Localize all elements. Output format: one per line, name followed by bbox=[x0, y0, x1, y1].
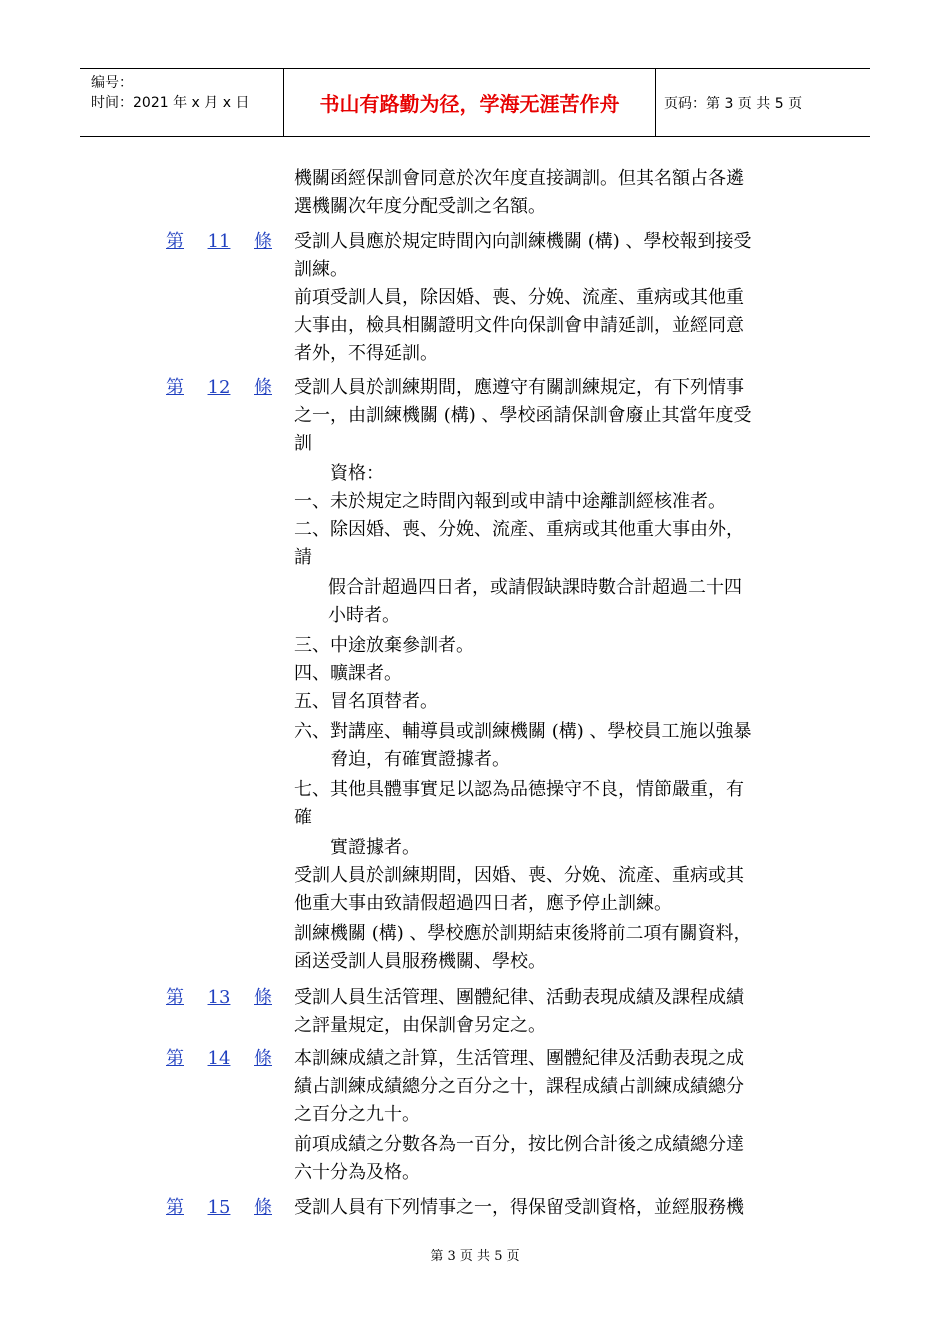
body-line: 三、中途放棄參訓者。 bbox=[294, 635, 474, 656]
body-line: 假合計超過四日者，或請假缺課時數合計超過二十四 bbox=[328, 577, 742, 598]
header-page-info: 页码：第 3 页 共 5 页 bbox=[664, 95, 803, 112]
article-label-part: 第 bbox=[166, 1197, 184, 1218]
number-label: 编号： bbox=[91, 75, 133, 91]
motto-text: 书山有路勤为径，学海无涯苦作舟 bbox=[319, 92, 620, 116]
article-label-part: 條 bbox=[254, 377, 272, 398]
body-line: 二、除因婚、喪、分娩、流產、重病或其他重大事由外， bbox=[294, 519, 744, 540]
body-line: 受訓人員有下列情事之一，得保留受訓資格，並經服務機 bbox=[294, 1197, 744, 1218]
body-line: 七、其他具體事實足以認為品德操守不良，情節嚴重，有 bbox=[294, 779, 744, 800]
article-label-part: 12 bbox=[207, 377, 231, 398]
body-line: 四、曠課者。 bbox=[294, 663, 402, 684]
body-line: 函送受訓人員服務機關、學校。 bbox=[294, 951, 546, 972]
header-meta bbox=[80, 69, 283, 136]
body-line: 五、冒名頂替者。 bbox=[294, 691, 438, 712]
body-line: 受訓人員生活管理、團體紀律、活動表現成績及課程成績 bbox=[294, 987, 744, 1008]
article-label-part: 條 bbox=[254, 1197, 272, 1218]
body-line: 實證據者。 bbox=[330, 837, 420, 858]
article-number-link[interactable] bbox=[166, 374, 272, 402]
body-line: 小時者。 bbox=[328, 605, 400, 626]
article-label-part: 14 bbox=[207, 1048, 231, 1069]
article-label-part: 11 bbox=[207, 231, 231, 252]
article-number-link[interactable] bbox=[166, 1194, 272, 1222]
date-label: 时间：2021 年 x 月 x 日 bbox=[91, 95, 250, 111]
body-line: 受訓人員於訓練期間，應遵守有關訓練規定，有下列情事 bbox=[294, 377, 744, 398]
body-line: 前項受訓人員，除因婚、喪、分娩、流產、重病或其他重 bbox=[294, 287, 744, 308]
header-motto bbox=[283, 69, 656, 136]
body-line: 大事由，檢具相關證明文件向保訓會申請延訓，並經同意 bbox=[294, 315, 744, 336]
article-label-part: 第 bbox=[166, 231, 184, 252]
page-footer: 第 3 页 共 5 页 bbox=[430, 1249, 520, 1264]
article-label-part: 第 bbox=[166, 377, 184, 398]
body-line: 他重大事由致請假超過四日者，應予停止訓練。 bbox=[294, 893, 672, 914]
body-line: 請 bbox=[294, 547, 312, 568]
page-header bbox=[80, 68, 870, 137]
body-line: 之評量規定，由保訓會另定之。 bbox=[294, 1015, 546, 1036]
article-label-part: 13 bbox=[207, 987, 231, 1008]
body-line: 者外，不得延訓。 bbox=[294, 343, 438, 364]
article-label-part: 條 bbox=[254, 231, 272, 252]
body-line: 之一，由訓練機關 (構) 、學校函請保訓會廢止其當年度受 bbox=[294, 405, 752, 426]
body-line: 脅迫，有確實證據者。 bbox=[330, 749, 510, 770]
body-line: 訓練。 bbox=[294, 259, 348, 280]
article-number-link[interactable] bbox=[166, 1045, 272, 1073]
body-line: 確 bbox=[294, 807, 312, 828]
body-line: 資格： bbox=[330, 463, 384, 484]
body-line: 訓練機關 (構) 、學校應於訓期結束後將前二項有關資料， bbox=[294, 923, 752, 944]
body-line: 選機關次年度分配受訓之名額。 bbox=[294, 196, 546, 217]
body-line: 前項成績之分數各為一百分，按比例合計後之成績總分達 bbox=[294, 1134, 744, 1155]
article-number-link[interactable] bbox=[166, 228, 272, 256]
body-line: 一、未於規定之時間內報到或申請中途離訓經核准者。 bbox=[294, 491, 726, 512]
article-label-part: 15 bbox=[207, 1197, 231, 1218]
body-line: 受訓人員應於規定時間內向訓練機關 (構) 、學校報到接受 bbox=[294, 231, 752, 252]
article-label-part: 第 bbox=[166, 1048, 184, 1069]
body-line: 機關函經保訓會同意於次年度直接調訓。但其名額占各遴 bbox=[294, 168, 744, 189]
article-number-link[interactable] bbox=[166, 984, 272, 1012]
article-label-part: 第 bbox=[166, 987, 184, 1008]
article-label-part: 條 bbox=[254, 1048, 272, 1069]
body-line: 六十分為及格。 bbox=[294, 1162, 420, 1183]
body-line: 受訓人員於訓練期間，因婚、喪、分娩、流產、重病或其 bbox=[294, 865, 744, 886]
body-line: 六、對講座、輔導員或訓練機關 (構) 、學校員工施以強暴 bbox=[294, 721, 752, 742]
body-line: 之百分之九十。 bbox=[294, 1104, 420, 1125]
body-line: 績占訓練成績總分之百分之十，課程成績占訓練成績總分 bbox=[294, 1076, 744, 1097]
body-line: 訓 bbox=[294, 433, 312, 454]
article-label-part: 條 bbox=[254, 987, 272, 1008]
body-line: 本訓練成績之計算，生活管理、團體紀律及活動表現之成 bbox=[294, 1048, 744, 1069]
